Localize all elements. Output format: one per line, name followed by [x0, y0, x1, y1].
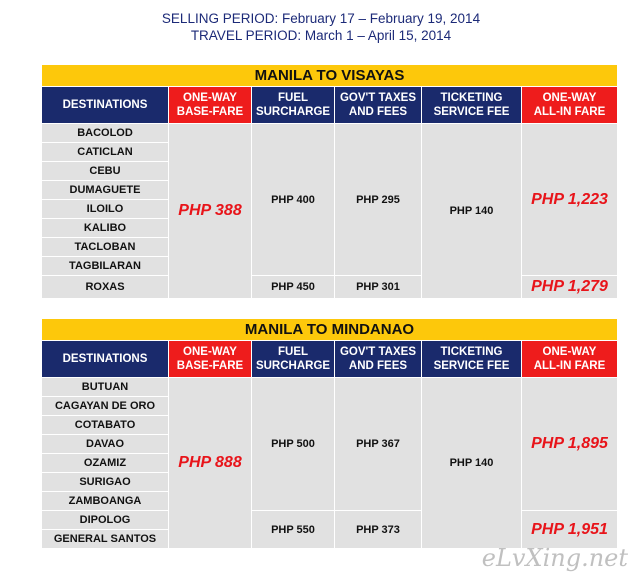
destination-cell: OZAMIZ [42, 454, 169, 473]
all-in-fare-header: ONE-WAY ALL-IN FARE [522, 87, 618, 124]
destination-cell: KALIBO [42, 219, 169, 238]
visayas-base-fare: PHP 388 [169, 124, 252, 299]
base-fare-header: ONE-WAY BASE-FARE [169, 87, 252, 124]
destination-cell: COTABATO [42, 416, 169, 435]
taxes-fees-header: GOV'T TAXES AND FEES [335, 87, 422, 124]
mindanao-base-fare: PHP 888 [169, 378, 252, 549]
fuel-surcharge-header: FUEL SURCHARGE [252, 87, 335, 124]
mindanao-taxes-group-a: PHP 367 [335, 378, 422, 511]
visayas-all-in-group-b: PHP 1,279 [522, 276, 618, 299]
destination-cell: ZAMBOANGA [42, 492, 169, 511]
destination-cell: SURIGAO [42, 473, 169, 492]
mindanao-fuel-group-b: PHP 550 [252, 511, 335, 549]
travel-period: TRAVEL PERIOD: March 1 – April 15, 2014 [190, 28, 452, 43]
mindanao-fare-table [41, 318, 618, 549]
ticketing-fee-header: TICKETING SERVICE FEE [422, 87, 522, 124]
mindanao-all-in-group-a: PHP 1,895 [522, 378, 618, 511]
mindanao-fuel-group-a: PHP 500 [252, 378, 335, 511]
destination-cell: CEBU [42, 162, 169, 181]
destination-cell: BUTUAN [42, 378, 169, 397]
destination-cell: GENERAL SANTOS [42, 530, 169, 549]
destination-cell: ILOILO [42, 200, 169, 219]
visayas-all-in-group-a: PHP 1,223 [522, 124, 618, 276]
destination-cell: CATICLAN [42, 143, 169, 162]
mindanao-ticketing-fee: PHP 140 [422, 378, 522, 549]
destination-cell: ROXAS [42, 276, 169, 299]
visayas-fuel-group-b: PHP 450 [252, 276, 335, 299]
base-fare-header: ONE-WAY BASE-FARE [169, 341, 252, 378]
mindanao-taxes-group-b: PHP 373 [335, 511, 422, 549]
ticketing-fee-header: TICKETING SERVICE FEE [422, 341, 522, 378]
taxes-fees-header: GOV'T TAXES AND FEES [335, 341, 422, 378]
visayas-fare-table [41, 64, 618, 299]
visayas-fuel-group-a: PHP 400 [252, 124, 335, 276]
visayas-taxes-group-b: PHP 301 [335, 276, 422, 299]
destination-cell: DIPOLOG [42, 511, 169, 530]
mindanao-table-title: MANILA TO MINDANAO [42, 319, 618, 341]
fuel-surcharge-header: FUEL SURCHARGE [252, 341, 335, 378]
destination-cell: CAGAYAN DE ORO [42, 397, 169, 416]
destination-cell: DAVAO [42, 435, 169, 454]
destination-cell: TACLOBAN [42, 238, 169, 257]
visayas-table-title: MANILA TO VISAYAS [42, 65, 618, 87]
selling-period: SELLING PERIOD: February 17 – February 19, 2014 [161, 11, 481, 26]
visayas-ticketing-fee: PHP 140 [422, 124, 522, 299]
visayas-taxes-group-a: PHP 295 [335, 124, 422, 276]
destination-cell: TAGBILARAN [42, 257, 169, 276]
destination-cell: DUMAGUETE [42, 181, 169, 200]
all-in-fare-header: ONE-WAY ALL-IN FARE [522, 341, 618, 378]
destinations-header: DESTINATIONS [42, 87, 169, 124]
mindanao-all-in-group-b: PHP 1,951 [522, 511, 618, 549]
site-watermark: eLvXing.net [481, 544, 628, 572]
destination-cell: BACOLOD [42, 124, 169, 143]
destinations-header: DESTINATIONS [42, 341, 169, 378]
